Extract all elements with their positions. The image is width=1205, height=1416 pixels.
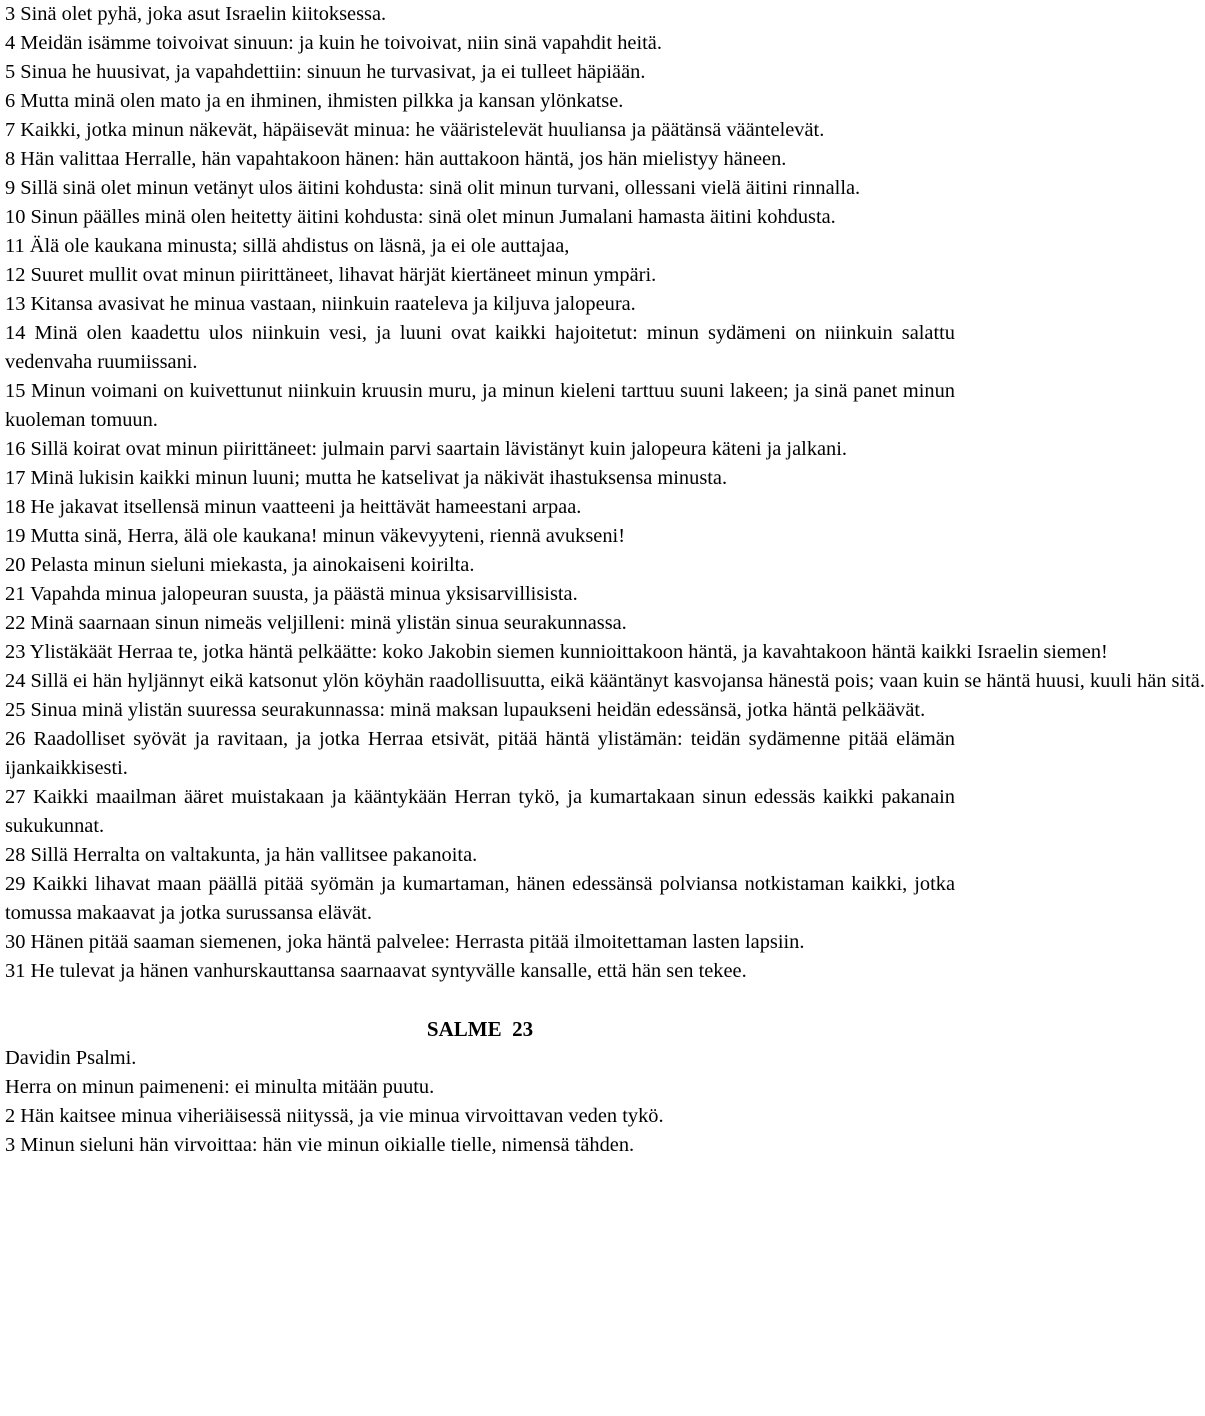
document-page — [5, 0, 1205, 1160]
verse: 25 Sinua minä ylistän suuressa seurakunnassa: minä maksan lupaukseni heidän edessänsä, jotka häntä pelkäävät. — [5, 699, 926, 721]
verse: 19 Mutta sinä, Herra, älä ole kaukana! minun väkevyyteni, riennä avukseni! — [5, 525, 626, 547]
verse: 11 Älä ole kaukana minusta; sillä ahdistus on läsnä, ja ei ole auttajaa, — [5, 235, 570, 257]
verse: 4 Meidän isämme toivoivat sinuun: ja kuin he toivoivat, niin sinä vapahdit heitä. — [5, 32, 662, 54]
verse: 18 He jakavat itsellensä minun vaatteeni ja heittävät hameestani arpaa. — [5, 496, 582, 518]
psalm-heading: SALME 23 — [426, 1017, 534, 1041]
verse: 2 Hän kaitsee minua viheriäisessä niityssä, ja vie minua virvoittavan veden tykö. — [5, 1105, 664, 1127]
verse: 14 Minä olen kaadettu ulos niinkuin vesi, ja luuni ovat kaikki hajoitetut: minun sydämeni on niinkuin salattu vedenvaha ruumiissani. — [5, 322, 955, 373]
psalm-22-section — [5, 0, 1205, 986]
verse: 9 Sillä sinä olet minun vetänyt ulos äitini kohdusta: sinä olit minun turvani, ollessani vielä äitini rinnalla. — [5, 177, 861, 199]
verse: 16 Sillä koirat ovat minun piirittäneet: julmain parvi saartain lävistänyt kuin jalopeura käteni ja jalkani. — [5, 438, 848, 460]
psalm-23-section — [5, 1015, 955, 1160]
verse: 3 Sinä olet pyhä, joka asut Israelin kiitoksessa. — [5, 3, 387, 25]
verse: 29 Kaikki lihavat maan päällä pitää syömän ja kumartaman, hänen edessänsä polviansa notkistaman kaikki, jotka tomussa makaavat ja jotka surussansa elävät. — [5, 873, 955, 924]
verse: 10 Sinun päälles minä olen heitetty äitini kohdusta: sinä olet minun Jumalani hamasta äitini kohdusta. — [5, 206, 836, 228]
verse: 22 Minä saarnaan sinun nimeäs veljilleni: minä ylistän sinua seurakunnassa. — [5, 612, 627, 634]
verse: 5 Sinua he huusivat, ja vapahdettiin: sinuun he turvasivat, ja ei tulleet häpiään. — [5, 61, 646, 83]
verse: 26 Raadolliset syövät ja ravitaan, ja jotka Herraa etsivät, pitää häntä ylistämän: teidän sydämenne pitää elämän ijankaikkisesti. — [5, 728, 955, 779]
verse: 13 Kitansa avasivat he minua vastaan, niinkuin raateleva ja kiljuva jalopeura. — [5, 293, 636, 315]
verse: 12 Suuret mullit ovat minun piirittäneet, lihavat härjät kiertäneet minun ympäri. — [5, 264, 657, 286]
verse: 27 Kaikki maailman ääret muistakaan ja kääntykään Herran tykö, ja kumartakaan sinun edessäs kaikki pakanain sukukunnat. — [5, 786, 955, 837]
verse: 8 Hän valittaa Herralle, hän vapahtakoon hänen: hän auttakoon häntä, jos hän mielistyy häneen. — [5, 148, 787, 170]
verse: 3 Minun sieluni hän virvoittaa: hän vie minun oikialle tielle, nimensä tähden. — [5, 1134, 635, 1156]
verse: 15 Minun voimani on kuivettunut niinkuin kruusin muru, ja minun kieleni tarttuu suuni lakeen; ja sinä panet minun kuoleman tomuun. — [5, 380, 955, 431]
verse: 20 Pelasta minun sieluni miekasta, ja ainokaiseni koirilta. — [5, 554, 475, 576]
psalm-subtitle: Davidin Psalmi. — [5, 1047, 137, 1069]
verse: 30 Hänen pitää saaman siemenen, joka häntä palvelee: Herrasta pitää ilmoitettaman lasten lapsiin. — [5, 931, 805, 953]
verse: 17 Minä lukisin kaikki minun luuni; mutta he katselivat ja näkivät ihastuksensa minusta. — [5, 467, 728, 489]
verse: 28 Sillä Herralta on valtakunta, ja hän vallitsee pakanoita. — [5, 844, 478, 866]
verse: 24 Sillä ei hän hyljännyt eikä katsonut ylön köyhän raadollisuutta, eikä kääntänyt kasvojansa hänestä pois; vaan kuin se häntä huusi, kuuli hän sitä. — [5, 670, 1205, 692]
verse: 6 Mutta minä olen mato ja en ihminen, ihmisten pilkka ja kansan ylönkatse. — [5, 90, 624, 112]
verse: 31 He tulevat ja hänen vanhurskauttansa saarnaavat syntyvälle kansalle, että hän sen tekee. — [5, 960, 747, 982]
verse: Herra on minun paimeneni: ei minulta mitään puutu. — [5, 1076, 435, 1098]
verse: 23 Ylistäkäät Herraa te, jotka häntä pelkäätte: koko Jakobin siemen kunnioittakoon häntä, ja kavahtakoon häntä kaikki Israelin siemen! — [5, 641, 1108, 663]
verse: 21 Vapahda minua jalopeuran suusta, ja päästä minua yksisarvillisista. — [5, 583, 578, 605]
verse: 7 Kaikki, jotka minun näkevät, häpäisevät minua: he vääristelevät huuliansa ja päätänsä vääntelevät. — [5, 119, 825, 141]
section-gap — [5, 986, 955, 1015]
